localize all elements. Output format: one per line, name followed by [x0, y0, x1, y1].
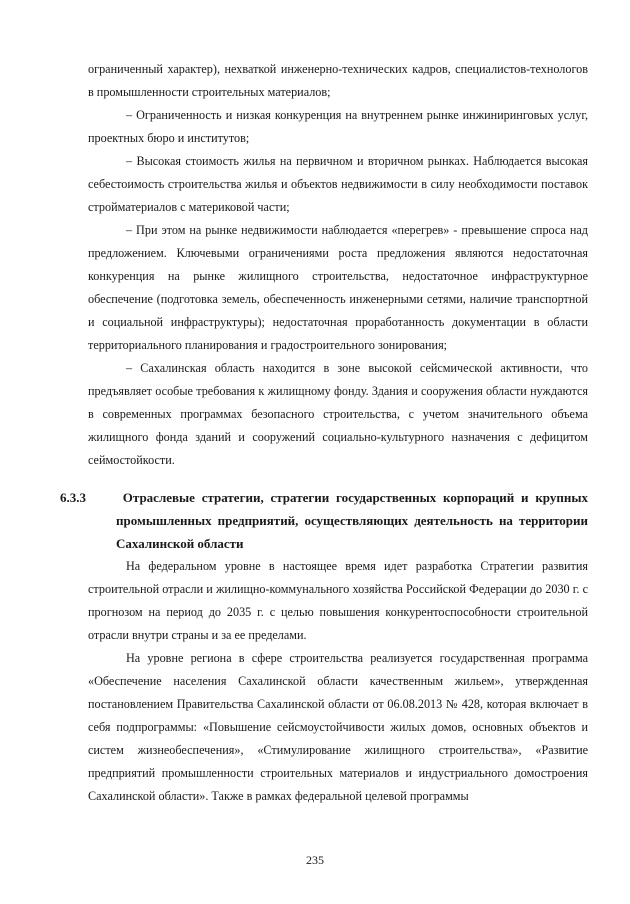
paragraph-regional: На уровне региона в сфере строительства реализуется государственная программа «Обеспечение населения Сахалинской области качественным жильем», утвержденная постановлением Правительства Сахалинской области от 06.08.2013 № 428, которая включает в себя подпрограммы: «Повышение сейсмоустойчивости жилых домов, основных объектов и систем жизнеобеспечения», «Стимулирование жилищного строительства», «Развитие предприятий промышленности строительных материалов и индустриального домостроения Сахалинской области». Также в рамках федеральной целевой программы — [88, 651, 588, 803]
list-item-overheating: – При этом на рынке недвижимости наблюдается «перегрев» - превышение спроса над предложением. Ключевыми ограничениями роста предложения являются недостаточная конкуренция на рынке жилищного строительства, недостаточное инфраструктурное обеспечение (подготовка земель, обеспеченность инженерными сетями, наличие транспортной и социальной инфраструктуры); недостаточная проработанность документации в области территориального планирования и градостроительного зонирования; — [88, 223, 588, 352]
page-number: 235 — [306, 853, 324, 867]
list-item-housing-cost: – Высокая стоимость жилья на первичном и вторичном рынках. Наблюдается высокая себестоимость строительства жилья и объектов недвижимости в силу необходимости поставок стройматериалов с материковой части; — [88, 154, 588, 214]
list-item-engineering: – Ограниченность и низкая конкуренция на внутреннем рынке инжиниринговых услуг, проектных бюро и институтов; — [88, 108, 588, 145]
section-number: 6.3.3 — [60, 490, 86, 505]
section-title: Отраслевые стратегии, стратегии государственных корпораций и крупных промышленных предприятий, осуществляющих деятельность на территории Сахалинской области — [116, 490, 588, 551]
list-item-seismic: – Сахалинская область находится в зоне высокой сейсмической активности, что предъявляет особые требования к жилищному фонду. Здания и сооружения области нуждаются в современных программах безопасного строительства, с учетом значительного объема жилищного фонда зданий и сооружений социально-культурного назначения с дефицитом сеймостойкости. — [88, 361, 588, 467]
section-heading — [60, 486, 588, 555]
paragraph-federal: На федеральном уровне в настоящее время идет разработка Стратегии развития строительной отрасли и жилищно-коммунального хозяйства Российской Федерации до 2030 г. с прогнозом на период до 2035 г. с целью повышения конкурентоспособности строительной отрасли внутри страны и за ее пределами. — [88, 559, 588, 642]
paragraph-1: ограниченный характер), нехваткой инженерно-технических кадров, специалистов-технологов в промышленности строительных материалов; — [88, 62, 588, 99]
page-content — [60, 58, 588, 808]
